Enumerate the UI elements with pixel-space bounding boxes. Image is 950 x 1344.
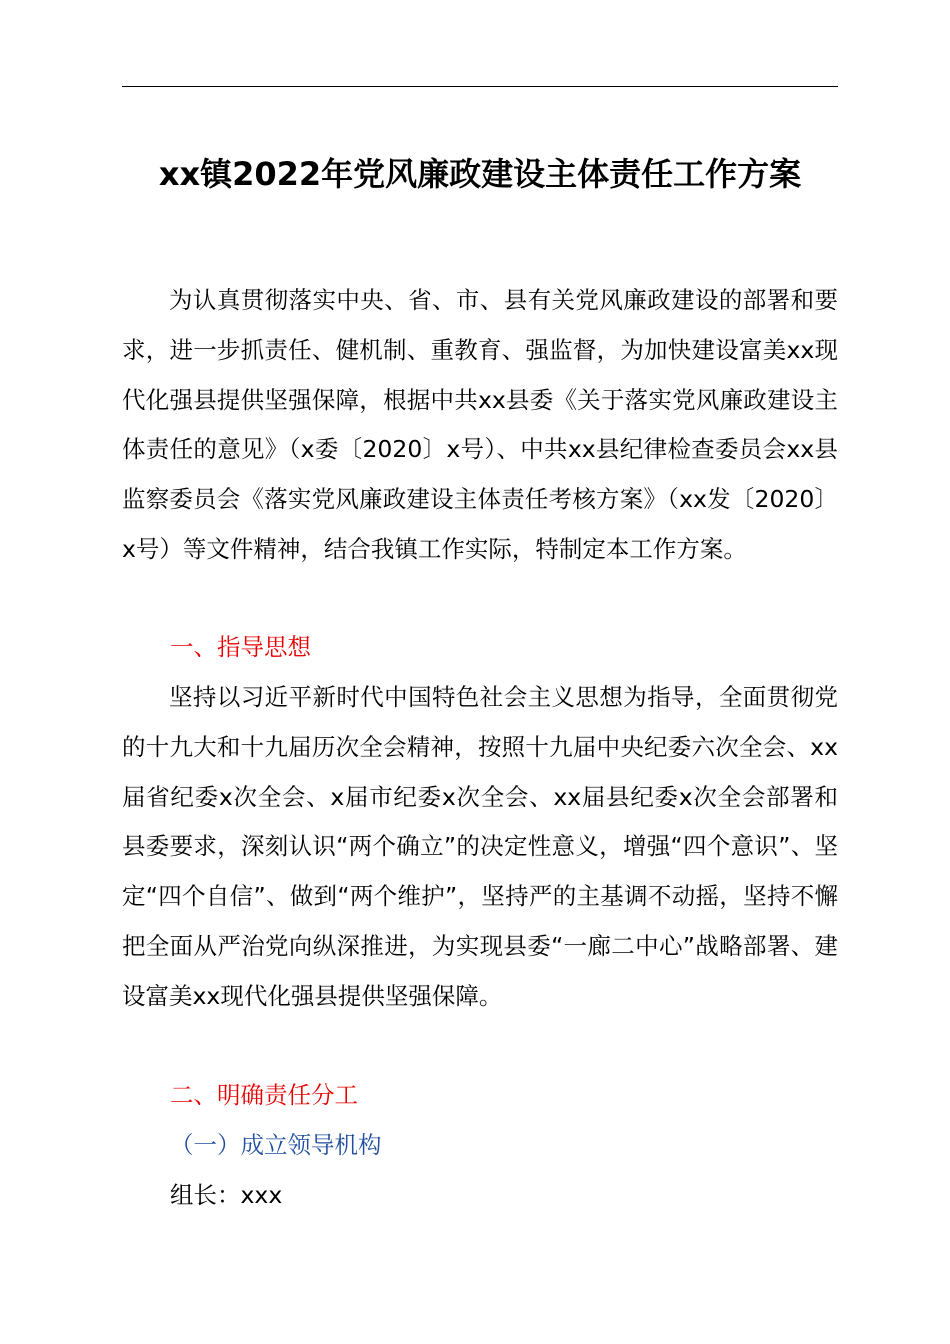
document-title: xx镇2022年党风廉政建设主体责任工作方案 [158,155,802,193]
subsection-heading-leadership-body: （一）成立领导机构 [170,1131,382,1159]
leader-line: 组长：xxx [170,1181,283,1209]
section-heading-guiding-ideology: 一、指导思想 [170,633,311,661]
section-heading-responsibility-division: 二、明确责任分工 [170,1081,358,1109]
intro-paragraph: 为认真贯彻落实中央、省、市、县有关党风廉政建设的部署和要求，进一步抓责任、健机制、重教育、强监督，为加快建设富美xx现代化强县提供坚强保障，根据中共xx县委《关于落实党风廉政建设主体责任的意见》（x委〔2020〕x号）、中共xx县纪律检查委员会xx县监察委员会《落实党风廉政建设主体责任考核方案》（xx发〔2020〕x号）等文件精神，结合我镇工作实际，特制定本工作方案。 [122,286,838,563]
header-rule [122,86,838,87]
guiding-ideology-paragraph: 坚持以习近平新时代中国特色社会主义思想为指导，全面贯彻党的十九大和十九届历次全会精神，按照十九届中央纪委六次全会、xx届省纪委x次全会、x届市纪委x次全会、xx届县纪委x次全会部署和县委要求，深刻认识“两个确立”的决定性意义，增强“四个意识”、坚定“四个自信”、做到“两个维护”，坚持严的主基调不动摇，坚持不懈把全面从严治党向纵深推进，为实现县委“一廊二中心”战略部署、建设富美xx现代化强县提供坚强保障。 [122,683,838,1010]
